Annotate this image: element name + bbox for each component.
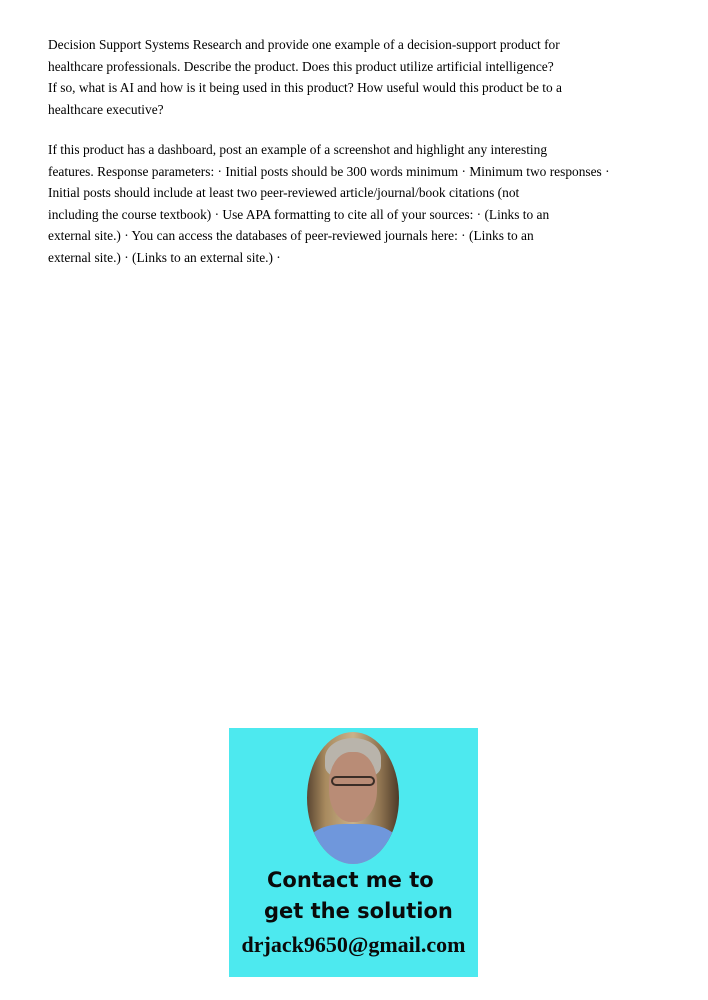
question-paragraph-1 (48, 34, 562, 120)
promo-email: drjack9650@gmail.com (241, 932, 466, 957)
question-paragraph-2 (48, 139, 610, 269)
text-line: features. Response parameters: · Initial posts should be 300 words minimum · Minimum two responses · (48, 163, 610, 179)
text-line: external site.) · You can access the databases of peer-reviewed journals here: · (Links to an (48, 228, 534, 244)
promo-line-1: Contact me to (267, 868, 434, 892)
text-line: If this product has a dashboard, post an example of a screenshot and highlight any interesting (48, 142, 548, 157)
text-line: Decision Support Systems Research and provide one example of a decision-support product for (48, 37, 560, 52)
text-line: healthcare professionals. Describe the product. Does this product utilize artificial intelligence? (48, 58, 554, 74)
text-line: external site.) · (Links to an external site.) · (48, 249, 281, 265)
contact-promo-image (229, 728, 478, 977)
portrait-photo (307, 732, 399, 864)
text-line: healthcare executive? (48, 101, 164, 117)
text-line: Initial posts should include at least two peer-reviewed article/journal/book citations (not (48, 185, 520, 201)
promo-line-2: get the solution (264, 899, 453, 923)
text-line: If so, what is AI and how is it being used in this product? How useful would this product be to a (48, 80, 562, 96)
text-line: including the course textbook) · Use APA formatting to cite all of your sources: · (Links to an (48, 206, 550, 222)
